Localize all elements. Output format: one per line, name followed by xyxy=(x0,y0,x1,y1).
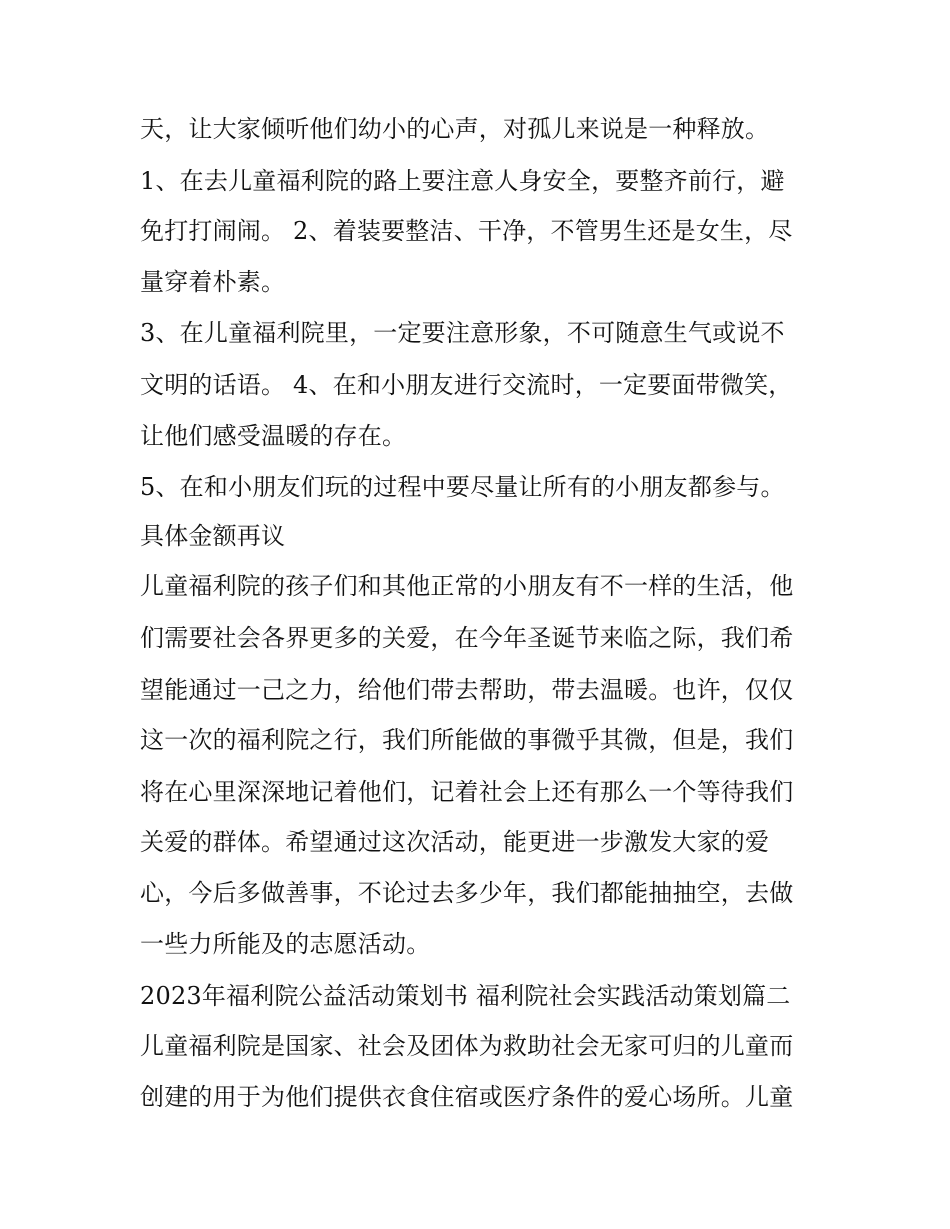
text-line: 免打打闹闹。 2、着装要整洁、干净，不管男生还是女生，尽 xyxy=(140,217,793,245)
text-line: 这一次的福利院之行，我们所能做的事微乎其微，但是，我们 xyxy=(140,726,794,754)
text-line: 们需要社会各界更多的关爱，在今年圣诞节来临之际，我们希 xyxy=(140,624,794,652)
text-line: 1、在去儿童福利院的路上要注意人身安全，要整齐前行，避 xyxy=(140,167,785,195)
text-line: 望能通过一己之力，给他们带去帮助，带去温暖。也许，仅仅 xyxy=(140,676,794,704)
text-line: 5、在和小朋友们玩的过程中要尽量让所有的小朋友都参与。 xyxy=(140,473,785,501)
text-line: 儿童福利院的孩子们和其他正常的小朋友有不一样的生活，他 xyxy=(140,572,794,600)
text-line: 让他们感受温暖的存在。 xyxy=(140,422,407,450)
text-line: 天，让大家倾听他们幼小的心声，对孤儿来说是一种释放。 xyxy=(140,115,770,143)
text-line: 文明的话语。 4、在和小朋友进行交流时，一定要面带微笑， xyxy=(140,371,793,399)
text-line: 一些力所能及的志愿活动。 xyxy=(140,930,431,958)
text-line: 关爱的群体。希望通过这次活动，能更进一步激发大家的爱 xyxy=(140,828,770,856)
text-line: 创建的用于为他们提供衣食住宿或医疗条件的爱心场所。儿童 xyxy=(140,1083,794,1111)
text-line: 3、在儿童福利院里，一定要注意形象，不可随意生气或说不 xyxy=(140,319,785,347)
text-line: 儿童福利院是国家、社会及团体为救助社会无家可归的儿童而 xyxy=(140,1032,794,1060)
text-line: 2023年福利院公益活动策划书 福利院社会实践活动策划篇二 xyxy=(140,982,791,1010)
text-line: 心，今后多做善事，不论过去多少年，我们都能抽抽空，去做 xyxy=(140,879,794,907)
text-line: 具体金额再议 xyxy=(140,522,286,550)
text-line: 将在心里深深地记着他们，记着社会上还有那么一个等待我们 xyxy=(140,778,794,806)
text-line: 量穿着朴素。 xyxy=(140,268,286,296)
